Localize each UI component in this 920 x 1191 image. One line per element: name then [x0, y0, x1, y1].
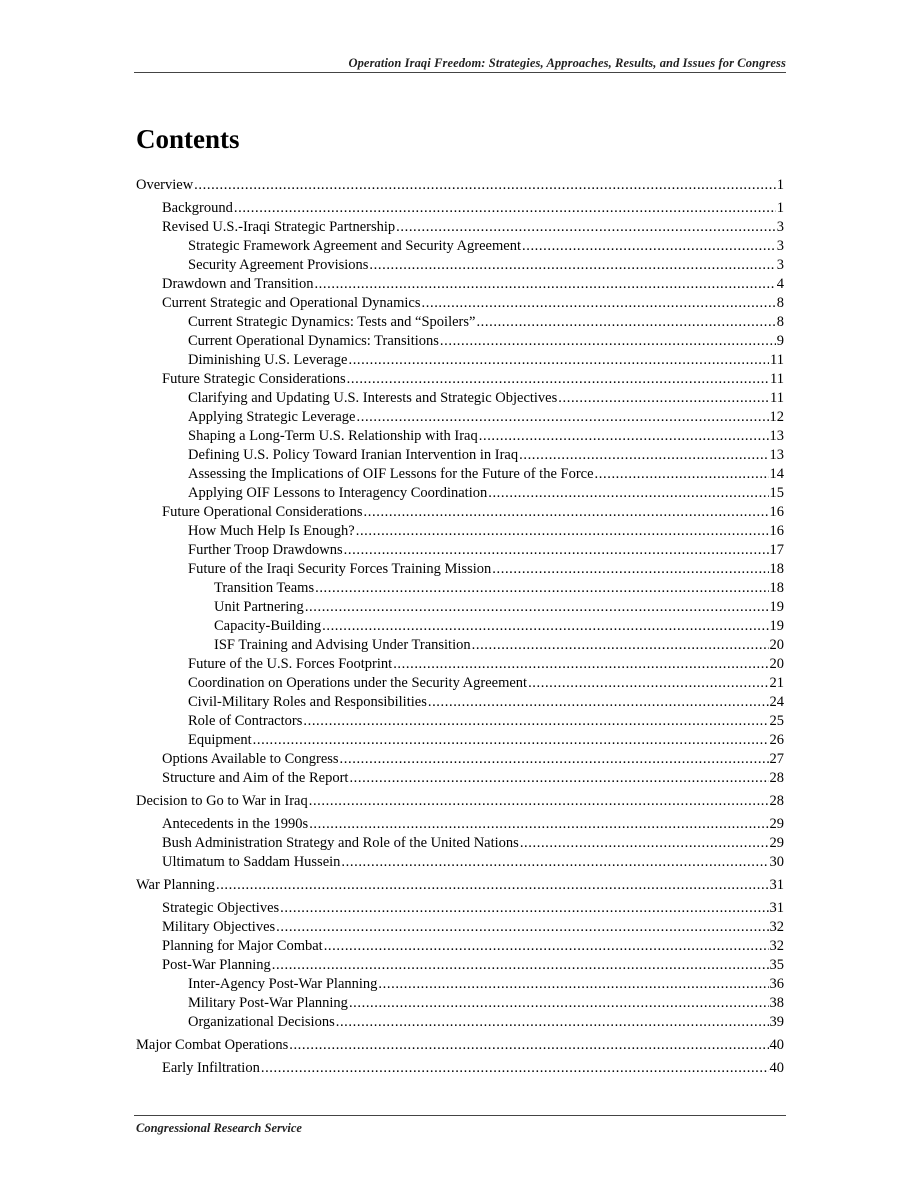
toc-entry[interactable] — [136, 876, 784, 895]
toc-entry[interactable] — [136, 579, 784, 598]
toc-entry-page: 29 — [769, 835, 784, 851]
dot-leader — [289, 1036, 768, 1055]
toc-entry[interactable] — [136, 389, 784, 408]
toc-entry-title: Role of Contractors — [188, 713, 303, 729]
dot-leader — [347, 370, 769, 389]
toc-entry-title: Antecedents in the 1990s — [162, 816, 309, 832]
toc-entry[interactable] — [136, 313, 784, 332]
toc-entry[interactable] — [136, 834, 784, 853]
toc-entry-page: 39 — [769, 1014, 784, 1030]
toc-entry-page: 11 — [770, 352, 784, 368]
dot-leader — [253, 731, 769, 750]
toc-entry-title: Major Combat Operations — [136, 1037, 289, 1053]
toc-entry-page: 3 — [776, 257, 784, 273]
toc-entry[interactable] — [136, 655, 784, 674]
toc-entry-page: 17 — [769, 542, 784, 558]
toc-entry-title: Assessing the Implications of OIF Lessons for the Future of the Force — [188, 466, 594, 482]
dot-leader — [261, 1059, 769, 1078]
toc-entry[interactable] — [136, 560, 784, 579]
toc-entry-title: Capacity-Building — [214, 618, 322, 634]
toc-entry-title: Post-War Planning — [162, 957, 271, 973]
toc-entry-page: 25 — [769, 713, 784, 729]
toc-entry[interactable] — [136, 937, 784, 956]
toc-entry-title: Diminishing U.S. Leverage — [188, 352, 348, 368]
running-header: Operation Iraqi Freedom: Strategies, Approaches, Results, and Issues for Congress — [348, 56, 786, 70]
toc-entry[interactable] — [136, 256, 784, 275]
toc-entry-title: Security Agreement Provisions — [188, 257, 369, 273]
page-title: Contents — [136, 124, 240, 154]
toc-entry-page: 40 — [769, 1060, 784, 1076]
toc-entry-title: Future Operational Considerations — [162, 504, 363, 520]
toc-entry[interactable] — [136, 994, 784, 1013]
dot-leader — [519, 446, 768, 465]
toc-entry-page: 30 — [769, 854, 784, 870]
toc-entry[interactable] — [136, 1013, 784, 1032]
toc-entry-page: 3 — [776, 219, 784, 235]
dot-leader — [272, 956, 769, 975]
dot-leader — [276, 918, 768, 937]
toc-entry-page: 20 — [769, 637, 784, 653]
toc-entry-page: 24 — [769, 694, 784, 710]
dot-leader — [194, 176, 776, 195]
toc-entry-page: 3 — [776, 238, 784, 254]
toc-entry-title: Structure and Aim of the Report — [162, 770, 349, 786]
toc-entry[interactable] — [136, 731, 784, 750]
dot-leader — [528, 674, 768, 693]
toc-entry-title: Further Troop Drawdowns — [188, 542, 343, 558]
dot-leader — [309, 792, 769, 811]
toc-entry-title: Drawdown and Transition — [162, 276, 314, 292]
dot-leader — [378, 975, 768, 994]
toc-entry-title: Defining U.S. Policy Toward Iranian Intervention in Iraq — [188, 447, 519, 463]
dot-leader — [322, 617, 768, 636]
toc-entry-page: 8 — [776, 295, 784, 311]
dot-leader — [324, 937, 769, 956]
toc-entry-title: Coordination on Operations under the Security Agreement — [188, 675, 528, 691]
toc-entry-page: 8 — [776, 314, 784, 330]
dot-leader — [315, 579, 768, 598]
toc-entry-page: 9 — [776, 333, 784, 349]
toc-entry-page: 31 — [769, 877, 784, 893]
toc-entry[interactable] — [136, 465, 784, 484]
toc-entry[interactable] — [136, 712, 784, 731]
toc-entry-title: Strategic Objectives — [162, 900, 280, 916]
toc-entry-page: 35 — [769, 957, 784, 973]
toc-entry-title: ISF Training and Advising Under Transition — [214, 637, 471, 653]
toc-entry-title: Future of the Iraqi Security Forces Training Mission — [188, 561, 492, 577]
toc-entry-title: Future Strategic Considerations — [162, 371, 346, 387]
dot-leader — [305, 598, 769, 617]
dot-leader — [428, 693, 769, 712]
toc-entry[interactable] — [136, 636, 784, 655]
dot-leader — [595, 465, 769, 484]
toc-entry-title: Options Available to Congress — [162, 751, 339, 767]
toc-entry[interactable] — [136, 899, 784, 918]
toc-entry[interactable] — [136, 975, 784, 994]
dot-leader — [393, 655, 768, 674]
toc-entry-title: Strategic Framework Agreement and Security Agreement — [188, 238, 521, 254]
toc-entry-page: 26 — [769, 732, 784, 748]
dot-leader — [558, 389, 769, 408]
toc-entry-title: How Much Help Is Enough? — [188, 523, 355, 539]
dot-leader — [234, 199, 776, 218]
dot-leader — [216, 876, 769, 895]
dot-leader — [314, 275, 775, 294]
table-of-contents — [136, 176, 784, 1078]
running-footer: Congressional Research Service — [136, 1121, 302, 1135]
dot-leader — [357, 408, 769, 427]
dot-leader — [476, 313, 775, 332]
dot-leader — [472, 636, 769, 655]
toc-entry[interactable] — [136, 693, 784, 712]
toc-entry-page: 12 — [769, 409, 784, 425]
toc-entry[interactable] — [136, 1036, 784, 1055]
toc-entry-page: 21 — [769, 675, 784, 691]
toc-entry-title: Future of the U.S. Forces Footprint — [188, 656, 393, 672]
toc-entry-page: 11 — [770, 371, 784, 387]
toc-entry-page: 32 — [769, 919, 784, 935]
toc-entry-page: 32 — [769, 938, 784, 954]
toc-entry-page: 1 — [776, 177, 784, 193]
toc-entry[interactable] — [136, 769, 784, 788]
toc-entry-title: Civil-Military Roles and Responsibilities — [188, 694, 427, 710]
toc-entry-title: Ultimatum to Saddam Hussein — [162, 854, 341, 870]
toc-entry-title: Unit Partnering — [214, 599, 304, 615]
toc-entry[interactable] — [136, 617, 784, 636]
dot-leader — [396, 218, 776, 237]
dot-leader — [341, 853, 768, 872]
toc-entry-title: Current Strategic Dynamics: Tests and “Spoilers” — [188, 314, 476, 330]
toc-entry[interactable] — [136, 176, 784, 195]
toc-entry-page: 15 — [769, 485, 784, 501]
dot-leader — [348, 351, 769, 370]
toc-entry[interactable] — [136, 750, 784, 769]
dot-leader — [349, 769, 768, 788]
dot-leader — [340, 750, 769, 769]
toc-entry-title: Transition Teams — [214, 580, 315, 596]
toc-entry-page: 19 — [769, 618, 784, 634]
toc-entry-page: 38 — [769, 995, 784, 1011]
toc-entry-title: Shaping a Long-Term U.S. Relationship with Iraq — [188, 428, 478, 444]
toc-entry-title: Planning for Major Combat — [162, 938, 323, 954]
toc-entry-title: Equipment — [188, 732, 252, 748]
toc-entry[interactable] — [136, 408, 784, 427]
toc-entry-page: 14 — [769, 466, 784, 482]
toc-entry-page: 18 — [769, 561, 784, 577]
toc-entry[interactable] — [136, 1059, 784, 1078]
toc-entry-page: 31 — [769, 900, 784, 916]
toc-entry[interactable] — [136, 370, 784, 389]
toc-entry-title: Applying Strategic Leverage — [188, 409, 356, 425]
toc-entry[interactable] — [136, 275, 784, 294]
toc-entry-title: Revised U.S.-Iraqi Strategic Partnership — [162, 219, 396, 235]
toc-entry[interactable] — [136, 427, 784, 446]
toc-entry-title: Applying OIF Lessons to Interagency Coordination — [188, 485, 488, 501]
dot-leader — [522, 237, 776, 256]
toc-entry-page: 13 — [769, 428, 784, 444]
toc-entry[interactable] — [136, 918, 784, 937]
toc-entry-page: 20 — [769, 656, 784, 672]
toc-entry[interactable] — [136, 218, 784, 237]
toc-entry-title: Military Post-War Planning — [188, 995, 348, 1011]
toc-entry[interactable] — [136, 294, 784, 313]
toc-entry[interactable] — [136, 332, 784, 351]
dot-leader — [364, 503, 769, 522]
toc-entry[interactable] — [136, 815, 784, 834]
toc-entry-title: Overview — [136, 177, 194, 193]
toc-entry-page: 27 — [769, 751, 784, 767]
toc-entry[interactable] — [136, 853, 784, 872]
dot-leader — [422, 294, 776, 313]
toc-entry-page: 11 — [770, 390, 784, 406]
toc-entry[interactable] — [136, 503, 784, 522]
toc-entry[interactable] — [136, 351, 784, 370]
toc-entry-page: 16 — [769, 504, 784, 520]
toc-entry[interactable] — [136, 522, 784, 541]
toc-entry-page: 28 — [769, 793, 784, 809]
toc-entry-title: Current Strategic and Operational Dynamics — [162, 295, 421, 311]
dot-leader — [344, 541, 769, 560]
toc-entry[interactable] — [136, 446, 784, 465]
toc-entry-page: 40 — [769, 1037, 784, 1053]
toc-entry-page: 19 — [769, 599, 784, 615]
toc-entry[interactable] — [136, 484, 784, 503]
toc-entry-title: War Planning — [136, 877, 215, 893]
dot-leader — [336, 1013, 769, 1032]
dot-leader — [479, 427, 769, 446]
dot-leader — [309, 815, 768, 834]
toc-entry-page: 4 — [776, 276, 784, 292]
toc-entry-page: 1 — [776, 200, 784, 216]
toc-entry-title: Background — [162, 200, 233, 216]
dot-leader — [520, 834, 769, 853]
toc-entry-title: Current Operational Dynamics: Transitions — [188, 333, 439, 349]
dot-leader — [280, 899, 768, 918]
dot-leader — [488, 484, 768, 503]
toc-entry[interactable] — [136, 237, 784, 256]
toc-entry[interactable] — [136, 792, 784, 811]
toc-entry-page: 36 — [769, 976, 784, 992]
toc-entry-page: 28 — [769, 770, 784, 786]
toc-entry-page: 13 — [769, 447, 784, 463]
dot-leader — [492, 560, 768, 579]
dot-leader — [303, 712, 768, 731]
toc-entry-title: Bush Administration Strategy and Role of the United Nations — [162, 835, 519, 851]
dot-leader — [356, 522, 769, 541]
toc-entry-title: Clarifying and Updating U.S. Interests and Strategic Objectives — [188, 390, 558, 406]
toc-entry[interactable] — [136, 199, 784, 218]
toc-entry-page: 29 — [769, 816, 784, 832]
dot-leader — [369, 256, 775, 275]
dot-leader — [349, 994, 769, 1013]
toc-entry[interactable] — [136, 674, 784, 693]
toc-entry[interactable] — [136, 956, 784, 975]
toc-entry-page: 16 — [769, 523, 784, 539]
toc-entry-title: Military Objectives — [162, 919, 276, 935]
toc-entry[interactable] — [136, 541, 784, 560]
header-divider — [134, 72, 786, 73]
toc-entry-title: Decision to Go to War in Iraq — [136, 793, 308, 809]
toc-entry-title: Organizational Decisions — [188, 1014, 335, 1030]
dot-leader — [440, 332, 776, 351]
toc-entry[interactable] — [136, 598, 784, 617]
toc-entry-title: Inter-Agency Post-War Planning — [188, 976, 378, 992]
toc-entry-title: Early Infiltration — [162, 1060, 260, 1076]
footer-divider — [134, 1115, 786, 1116]
toc-entry-page: 18 — [769, 580, 784, 596]
